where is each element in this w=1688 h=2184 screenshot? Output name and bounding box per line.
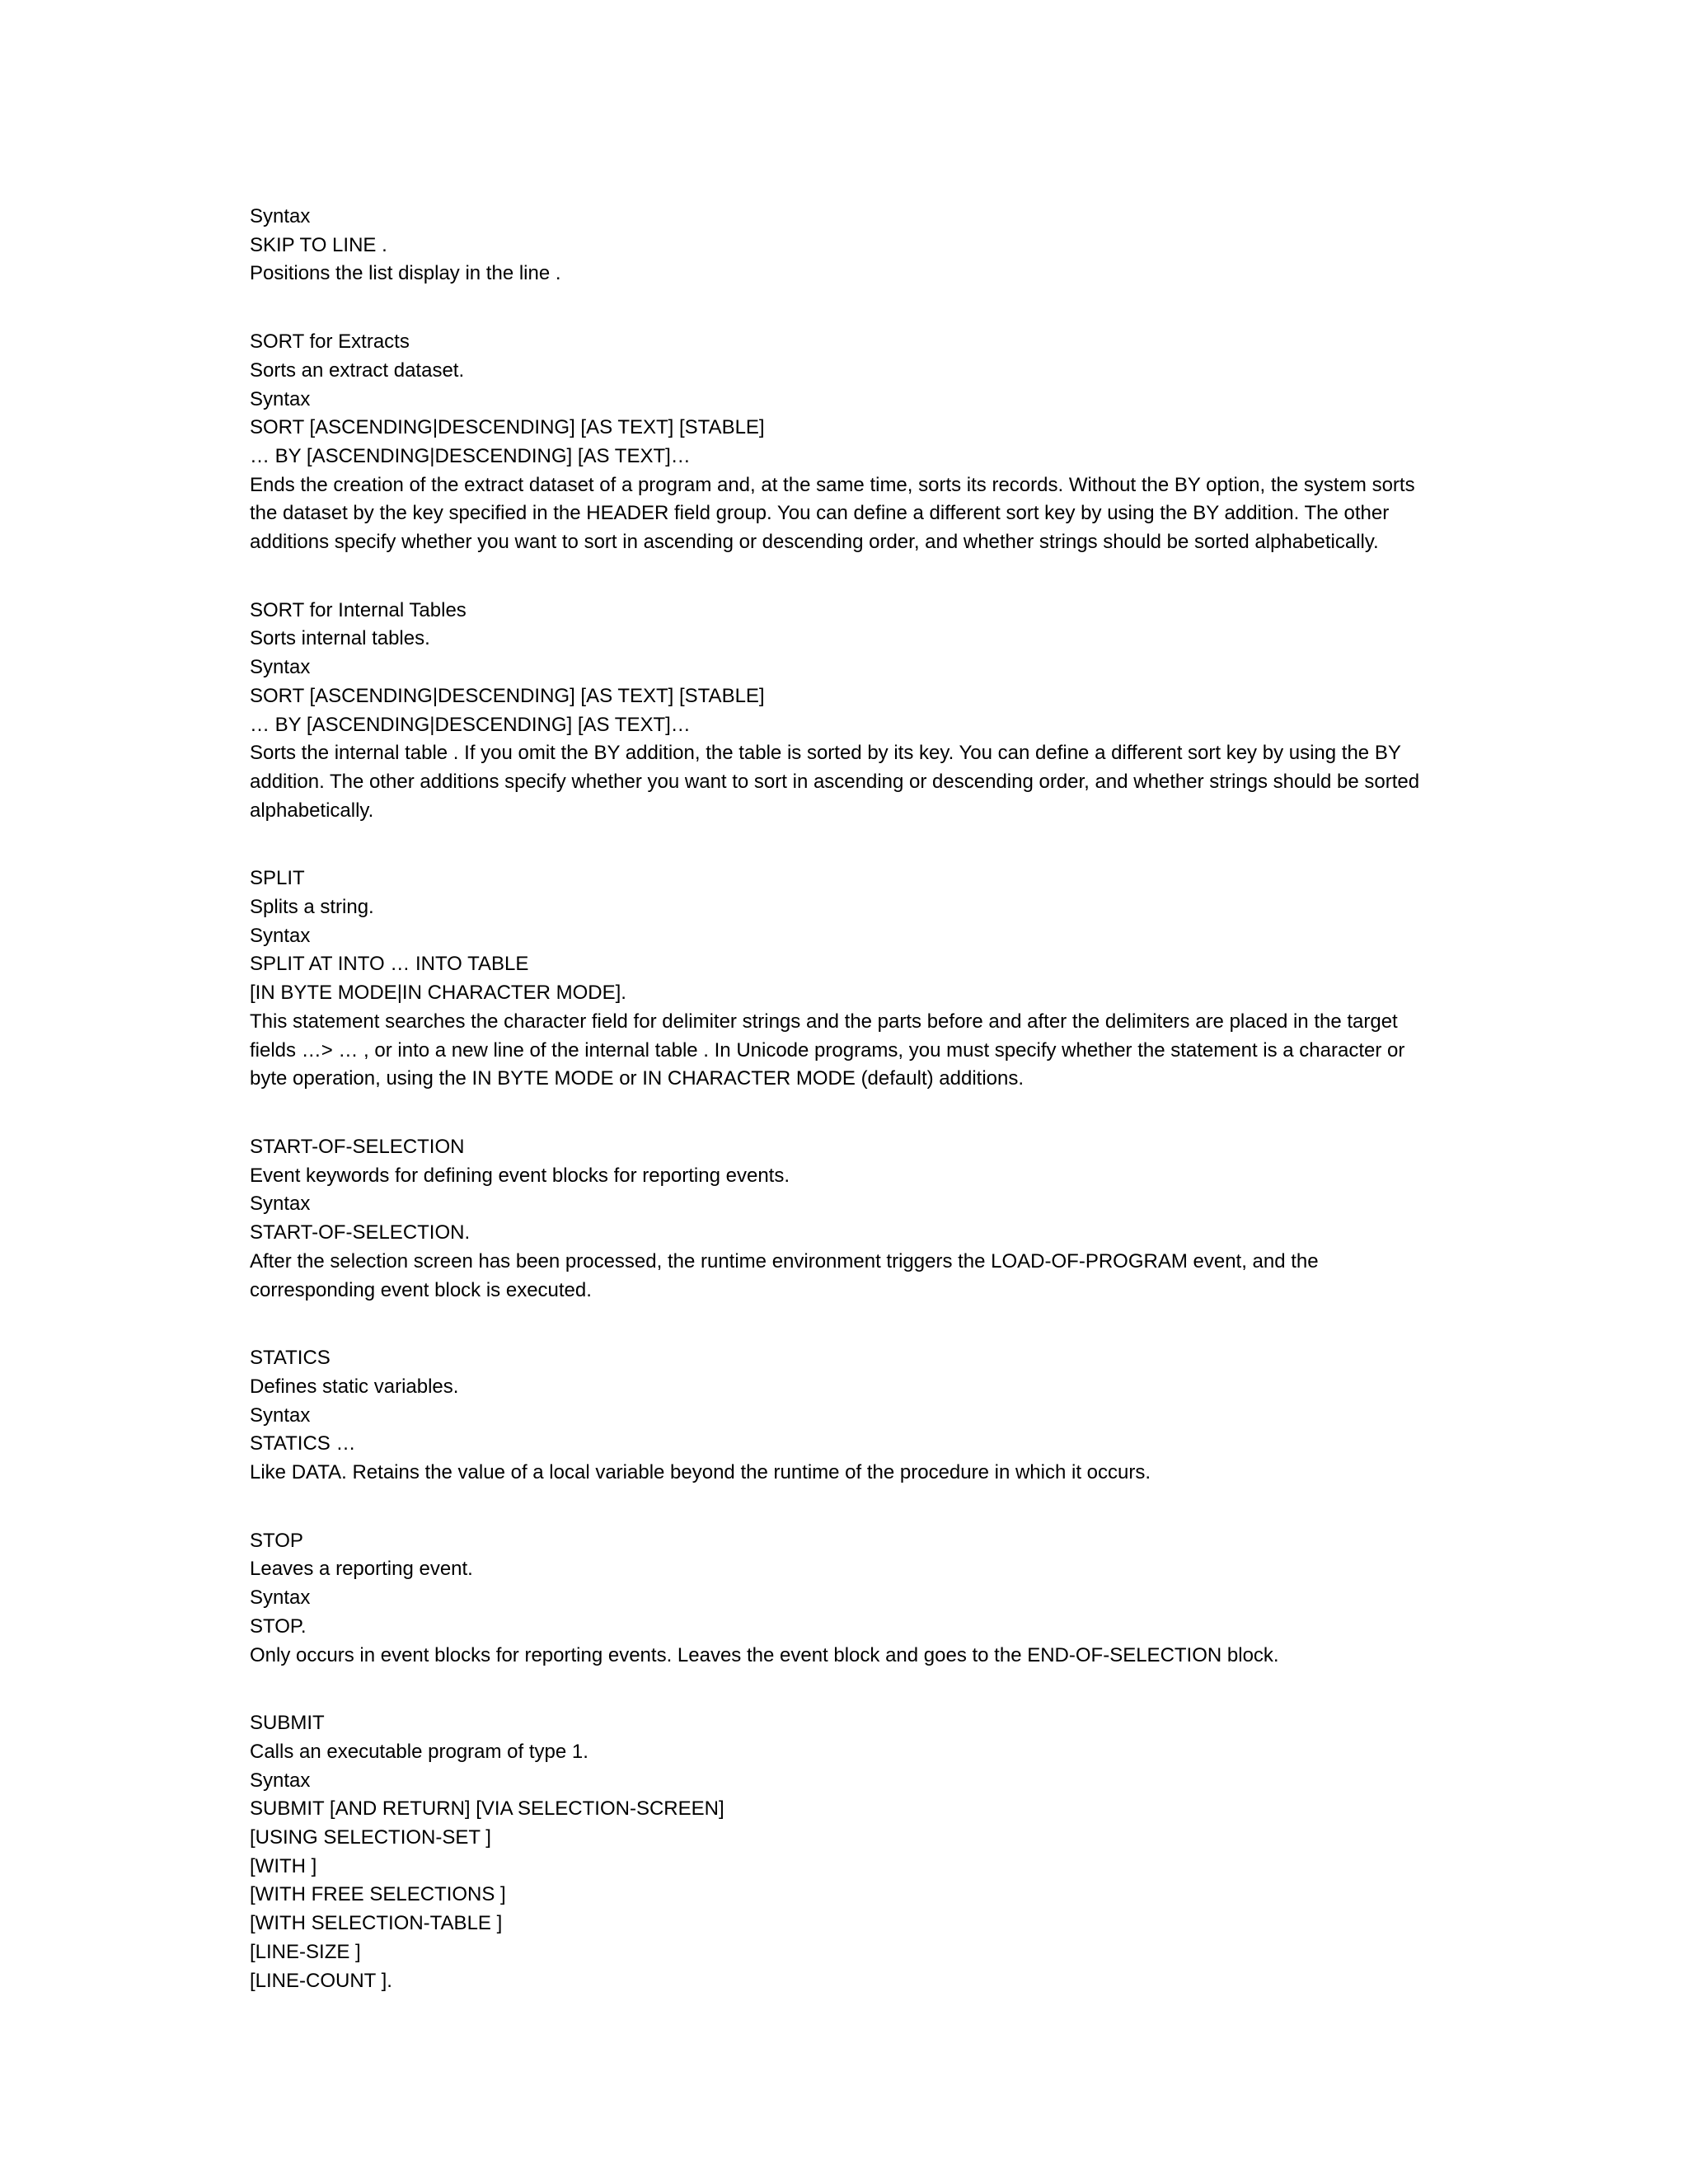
entry-summary: Sorts internal tables.: [250, 627, 430, 650]
entry-start-of-selection: [250, 1133, 1437, 1305]
entry-summary: Sorts an extract dataset.: [250, 359, 465, 382]
syntax-heading: Syntax: [250, 1404, 311, 1427]
entry-summary: Defines static variables.: [250, 1375, 459, 1398]
syntax-statement: SORT [ASCENDING|DESCENDING] [AS TEXT] [STABLE]: [250, 416, 765, 439]
entry-description: Positions the list display in the line .: [250, 262, 561, 285]
syntax-statement: STOP.: [250, 1615, 307, 1638]
entry-title: SORT for Extracts: [250, 330, 410, 354]
syntax-heading: Syntax: [250, 924, 311, 947]
syntax-statement: [LINE-COUNT ].: [250, 1969, 392, 1992]
syntax-statement: [WITH SELECTION-TABLE ]: [250, 1912, 503, 1935]
syntax-statement: [USING SELECTION-SET ]: [250, 1826, 491, 1849]
syntax-heading: Syntax: [250, 1586, 311, 1610]
entry-description: This statement searches the character field for delimiter strings and the parts before and after the delimiters are placed in the target fields …> … , or into a new line of the internal table . In Unicode programs, you must specify whether the statement is a character or byte operation, using the IN BYTE MODE or IN CHARACTER MODE (default) additions.: [250, 1010, 1405, 1090]
entry-sort-extracts: [250, 328, 1437, 557]
entry-split: [250, 865, 1437, 1094]
entry-summary: Event keywords for defining event blocks for reporting events.: [250, 1164, 790, 1187]
syntax-statement: … BY [ASCENDING|DESCENDING] [AS TEXT]…: [250, 444, 691, 467]
entry-summary: Splits a string.: [250, 896, 374, 919]
syntax-statement: [LINE-SIZE ]: [250, 1940, 361, 1963]
syntax-heading: Syntax: [250, 656, 311, 679]
syntax-heading: Syntax: [250, 205, 311, 227]
syntax-statement: [WITH FREE SELECTIONS ]: [250, 1883, 506, 1906]
entry-description: After the selection screen has been processed, the runtime environment triggers the LOAD-OF-PROGRAM event, and the corresponding event block is executed.: [250, 1249, 1319, 1301]
entry-skip-to-line: [250, 203, 1437, 288]
syntax-statement: SKIP TO LINE .: [250, 233, 387, 256]
syntax-heading: Syntax: [250, 387, 311, 410]
syntax-statement: SUBMIT [AND RETURN] [VIA SELECTION-SCREEN]: [250, 1797, 724, 1821]
entry-title: START-OF-SELECTION: [250, 1135, 465, 1158]
entry-statics: [250, 1344, 1437, 1488]
entry-description: Only occurs in event blocks for reporting events. Leaves the event block and goes to the END-OF-SELECTION block.: [250, 1643, 1279, 1666]
syntax-statement: [WITH ]: [250, 1854, 317, 1877]
syntax-statement: SPLIT AT INTO … INTO TABLE: [250, 953, 529, 976]
entry-description: Sorts the internal table . If you omit the BY addition, the table is sorted by its key. You can define a different sort key by using the BY addition. The other additions specify whether you want to sort in ascending or descending order, and whether strings should be sorted alphabetically.: [250, 742, 1420, 822]
entry-summary: Leaves a reporting event.: [250, 1558, 473, 1581]
entry-title: STOP: [250, 1529, 303, 1552]
document-page: [250, 203, 1437, 2035]
syntax-statement: START-OF-SELECTION.: [250, 1221, 471, 1244]
syntax-statement: SORT [ASCENDING|DESCENDING] [AS TEXT] [STABLE]: [250, 684, 765, 707]
syntax-statement: … BY [ASCENDING|DESCENDING] [AS TEXT]…: [250, 713, 691, 736]
entry-description: Ends the creation of the extract dataset of a program and, at the same time, sorts its records. Without the BY option, the system sorts the dataset by the key specified in the HEADER field group. You can define a different sort key by using the BY addition. The other additions specify whether you want to sort in ascending or descending order, and whether strings should be sorted alphabetically.: [250, 473, 1415, 554]
entry-title: SUBMIT: [250, 1712, 325, 1735]
syntax-heading: Syntax: [250, 1769, 311, 1792]
entry-title: SORT for Internal Tables: [250, 598, 467, 621]
entry-summary: Calls an executable program of type 1.: [250, 1740, 588, 1763]
entry-stop: [250, 1527, 1437, 1671]
entry-title: SPLIT: [250, 867, 305, 890]
entry-description: Like DATA. Retains the value of a local variable beyond the runtime of the procedure in which it occurs.: [250, 1461, 1151, 1484]
syntax-heading: Syntax: [250, 1193, 311, 1216]
syntax-statement: [IN BYTE MODE|IN CHARACTER MODE].: [250, 982, 626, 1005]
entry-submit: [250, 1709, 1437, 1995]
entry-sort-internal-tables: [250, 597, 1437, 826]
entry-title: STATICS: [250, 1347, 331, 1370]
syntax-statement: STATICS …: [250, 1432, 356, 1455]
